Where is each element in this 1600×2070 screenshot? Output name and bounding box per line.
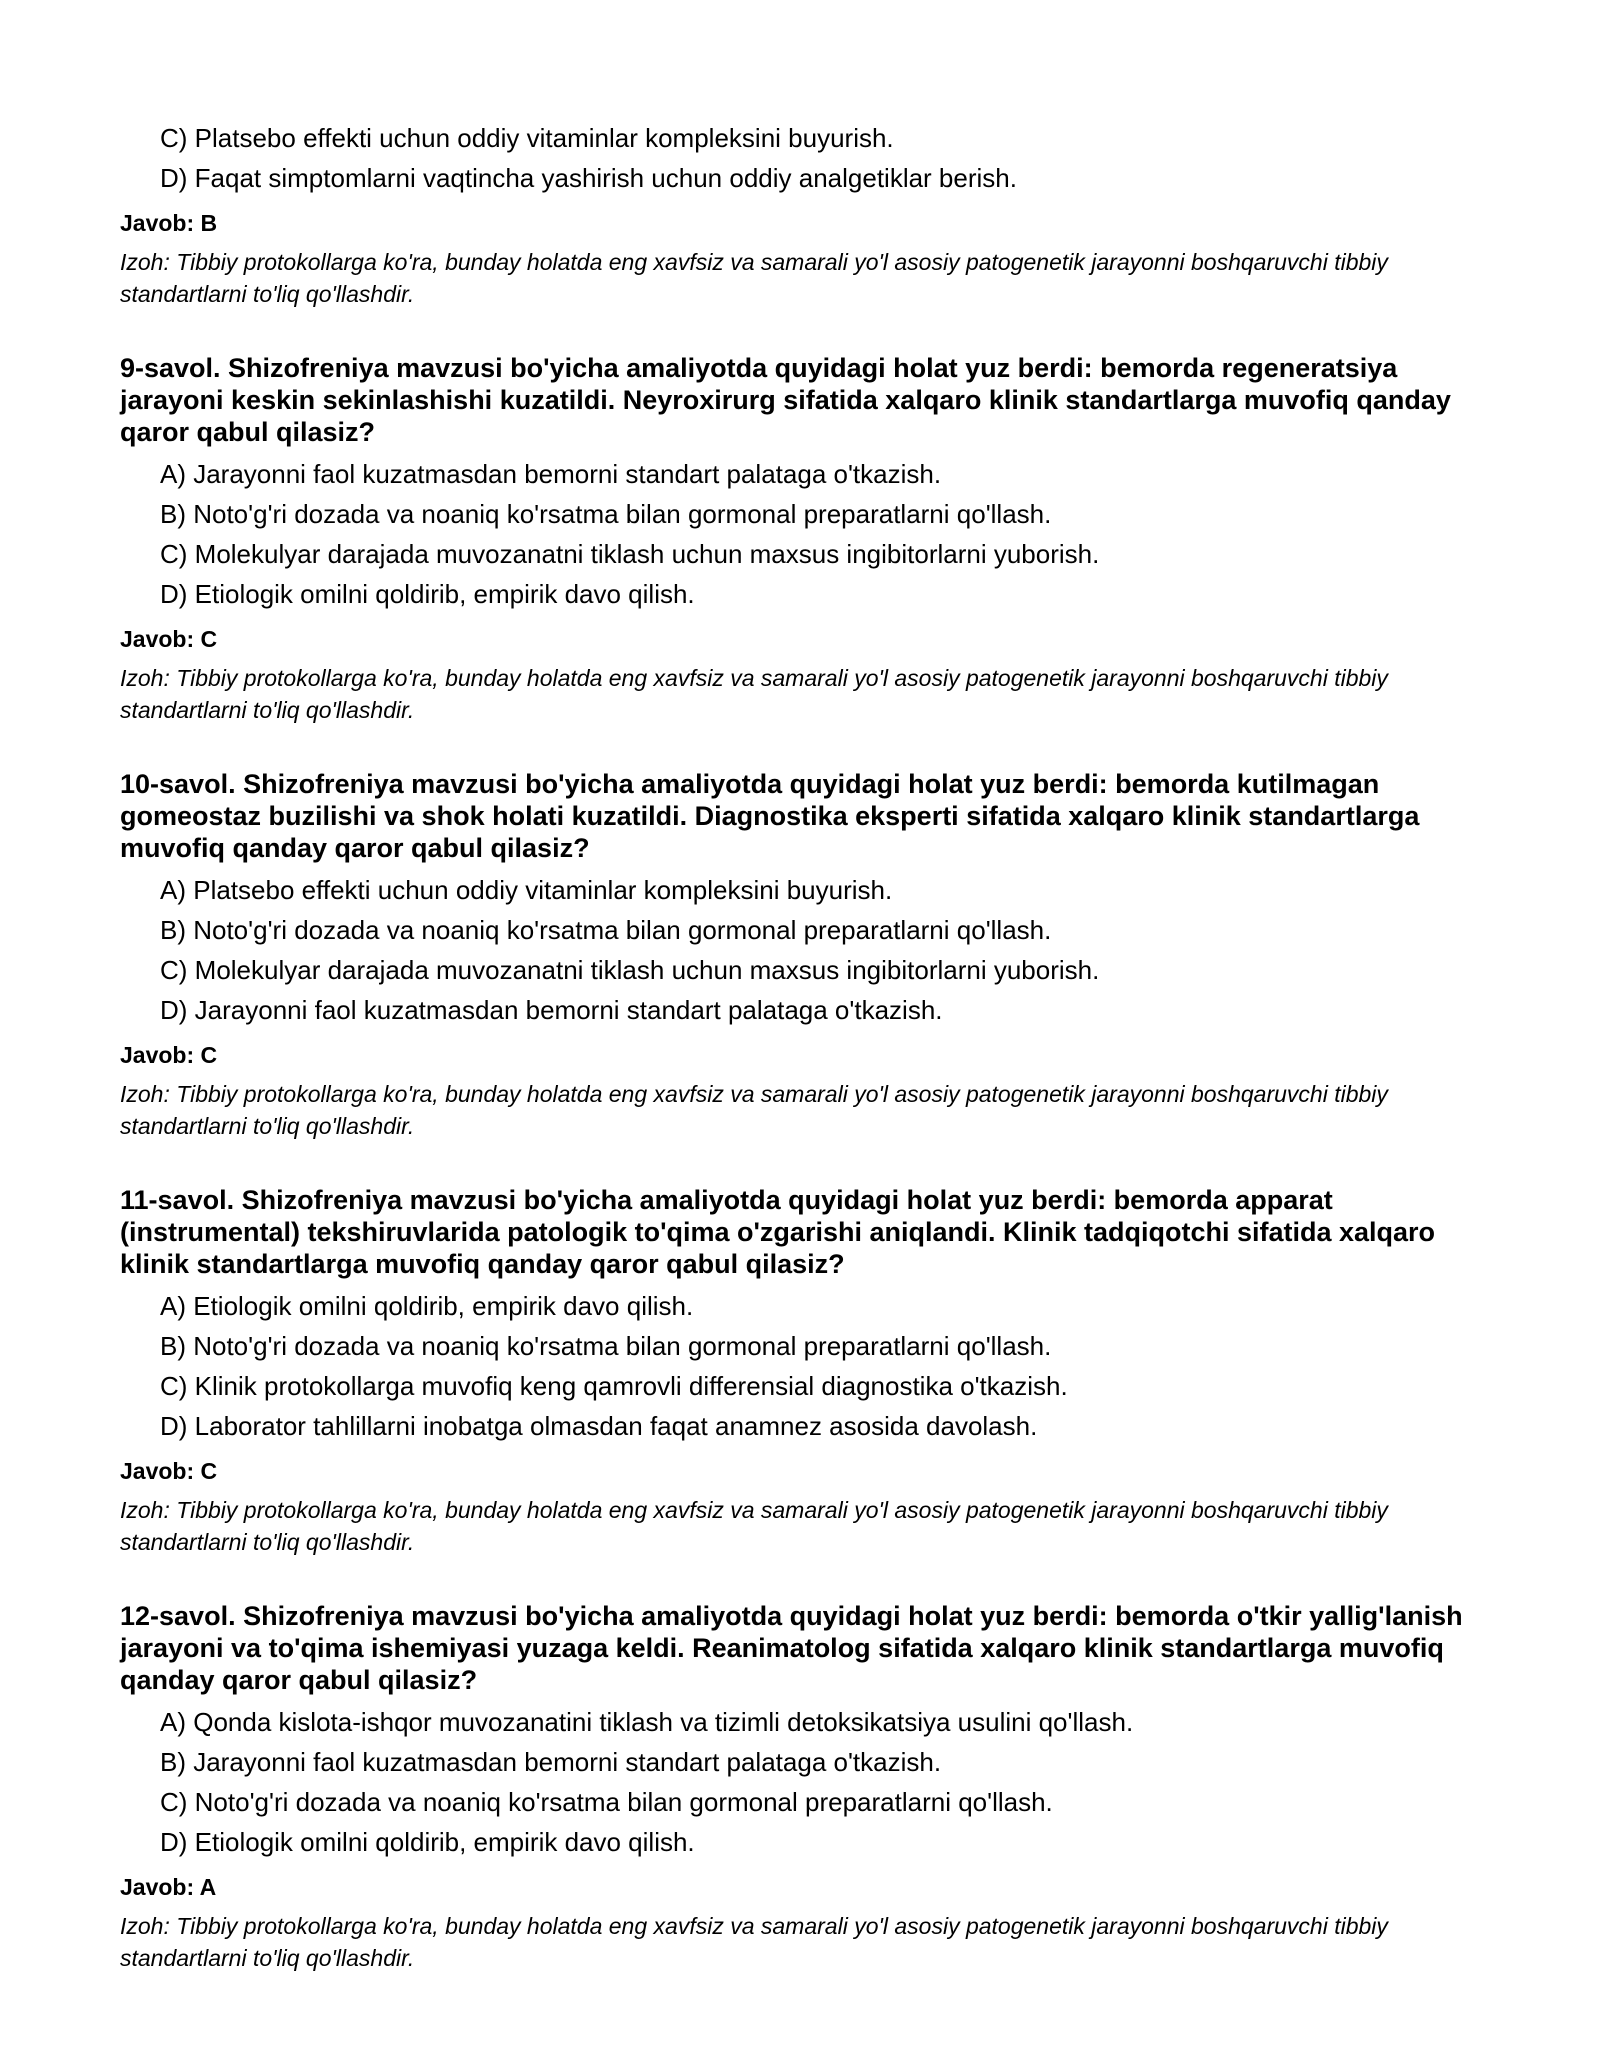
question-12 <box>120 1600 1500 1974</box>
question-10 <box>120 768 1500 1142</box>
option-a: A) Etiologik omilni qoldirib, empirik davo qilish. <box>160 1291 694 1321</box>
question-8-continued <box>120 118 1500 310</box>
option-c: C) Noto'g'ri dozada va noaniq ko'rsatma bilan gormonal preparatlarni qo'llash. <box>160 1787 1053 1817</box>
option-a: A) Jarayonni faol kuzatmasdan bemorni standart palataga o'tkazish. <box>160 459 942 489</box>
option-b: B) Noto'g'ri dozada va noaniq ko'rsatma bilan gormonal preparatlarni qo'llash. <box>160 1331 1052 1361</box>
question-9 <box>120 352 1500 726</box>
explanation-note: Izoh: Tibbiy protokollarga ko'ra, bunday holatda eng xavfsiz va samarali yo'l asosiy patogenetik jarayonni boshqaruvchi tibbiy standartlarni to'liq qo'llashdir. <box>120 665 1388 723</box>
option-list <box>160 1702 1500 1862</box>
option-b: B) Noto'g'ri dozada va noaniq ko'rsatma bilan gormonal preparatlarni qo'llash. <box>160 915 1052 945</box>
question-text: 11-savol. Shizofreniya mavzusi bo'yicha amaliyotda quyidagi holat yuz berdi: bemorda apparat (instrumental) tekshiruvlarida patologik to'qima o'zgarishi aniqlandi. Klinik tadqiqotchi sifatida xalqaro klinik standartlarga muvofiq qanday qaror qabul qilasiz? <box>120 1185 1436 1279</box>
option-list <box>160 118 1500 198</box>
answer-label: Javob: C <box>120 1458 218 1484</box>
question-text: 9-savol. Shizofreniya mavzusi bo'yicha amaliyotda quyidagi holat yuz berdi: bemorda regeneratsiya jarayoni keskin sekinlashishi kuzatildi. Neyroxirurg sifatida xalqaro klinik standartlarga muvofiq qanday qaror qabul qilasiz? <box>120 353 1451 447</box>
option-d: D) Laborator tahlillarni inobatga olmasdan faqat anamnez asosida davolash. <box>160 1411 1038 1441</box>
answer-label: Javob: C <box>120 1042 218 1068</box>
answer-label: Javob: B <box>120 210 218 236</box>
option-list <box>160 454 1500 614</box>
option-b: B) Jarayonni faol kuzatmasdan bemorni standart palataga o'tkazish. <box>160 1747 942 1777</box>
option-d: D) Etiologik omilni qoldirib, empirik davo qilish. <box>160 579 695 609</box>
option-c: C) Platsebo effekti uchun oddiy vitaminlar kompleksini buyurish. <box>160 123 894 153</box>
option-c: C) Molekulyar darajada muvozanatni tiklash uchun maxsus ingibitorlarni yuborish. <box>160 539 1100 569</box>
option-a: A) Platsebo effekti uchun oddiy vitaminlar kompleksini buyurish. <box>160 875 893 905</box>
explanation-note: Izoh: Tibbiy protokollarga ko'ra, bunday holatda eng xavfsiz va samarali yo'l asosiy patogenetik jarayonni boshqaruvchi tibbiy standartlarni to'liq qo'llashdir. <box>120 1497 1388 1555</box>
option-d: D) Faqat simptomlarni vaqtincha yashirish uchun oddiy analgetiklar berish. <box>160 163 1017 193</box>
question-text: 10-savol. Shizofreniya mavzusi bo'yicha amaliyotda quyidagi holat yuz berdi: bemorda kutilmagan gomeostaz buzilishi va shok holati kuzatildi. Diagnostika eksperti sifatida xalqaro klinik standartlarga muvofiq qanday qaror qabul qilasiz? <box>120 769 1420 863</box>
explanation-note: Izoh: Tibbiy protokollarga ko'ra, bunday holatda eng xavfsiz va samarali yo'l asosiy patogenetik jarayonni boshqaruvchi tibbiy standartlarni to'liq qo'llashdir. <box>120 249 1388 307</box>
option-list <box>160 870 1500 1030</box>
option-list <box>160 1286 1500 1446</box>
option-a: A) Qonda kislota-ishqor muvozanatini tiklash va tizimli detoksikatsiya usulini qo'llash. <box>160 1707 1134 1737</box>
option-d: D) Etiologik omilni qoldirib, empirik davo qilish. <box>160 1827 695 1857</box>
answer-label: Javob: C <box>120 626 218 652</box>
option-c: C) Klinik protokollarga muvofiq keng qamrovli differensial diagnostika o'tkazish. <box>160 1371 1068 1401</box>
explanation-note: Izoh: Tibbiy protokollarga ko'ra, bunday holatda eng xavfsiz va samarali yo'l asosiy patogenetik jarayonni boshqaruvchi tibbiy standartlarni to'liq qo'llashdir. <box>120 1081 1388 1139</box>
answer-label: Javob: A <box>120 1874 217 1900</box>
option-c: C) Molekulyar darajada muvozanatni tiklash uchun maxsus ingibitorlarni yuborish. <box>160 955 1100 985</box>
question-text: 12-savol. Shizofreniya mavzusi bo'yicha amaliyotda quyidagi holat yuz berdi: bemorda o'tkir yallig'lanish jarayoni va to'qima ishemiyasi yuzaga keldi. Reanimatolog sifatida xalqaro klinik standartlarga muvofiq qanday qaror qabul qilasiz? <box>120 1601 1463 1695</box>
option-b: B) Noto'g'ri dozada va noaniq ko'rsatma bilan gormonal preparatlarni qo'llash. <box>160 499 1052 529</box>
option-d: D) Jarayonni faol kuzatmasdan bemorni standart palataga o'tkazish. <box>160 995 943 1025</box>
question-11 <box>120 1184 1500 1558</box>
document-page <box>120 118 1500 1974</box>
explanation-note: Izoh: Tibbiy protokollarga ko'ra, bunday holatda eng xavfsiz va samarali yo'l asosiy patogenetik jarayonni boshqaruvchi tibbiy standartlarni to'liq qo'llashdir. <box>120 1913 1388 1971</box>
